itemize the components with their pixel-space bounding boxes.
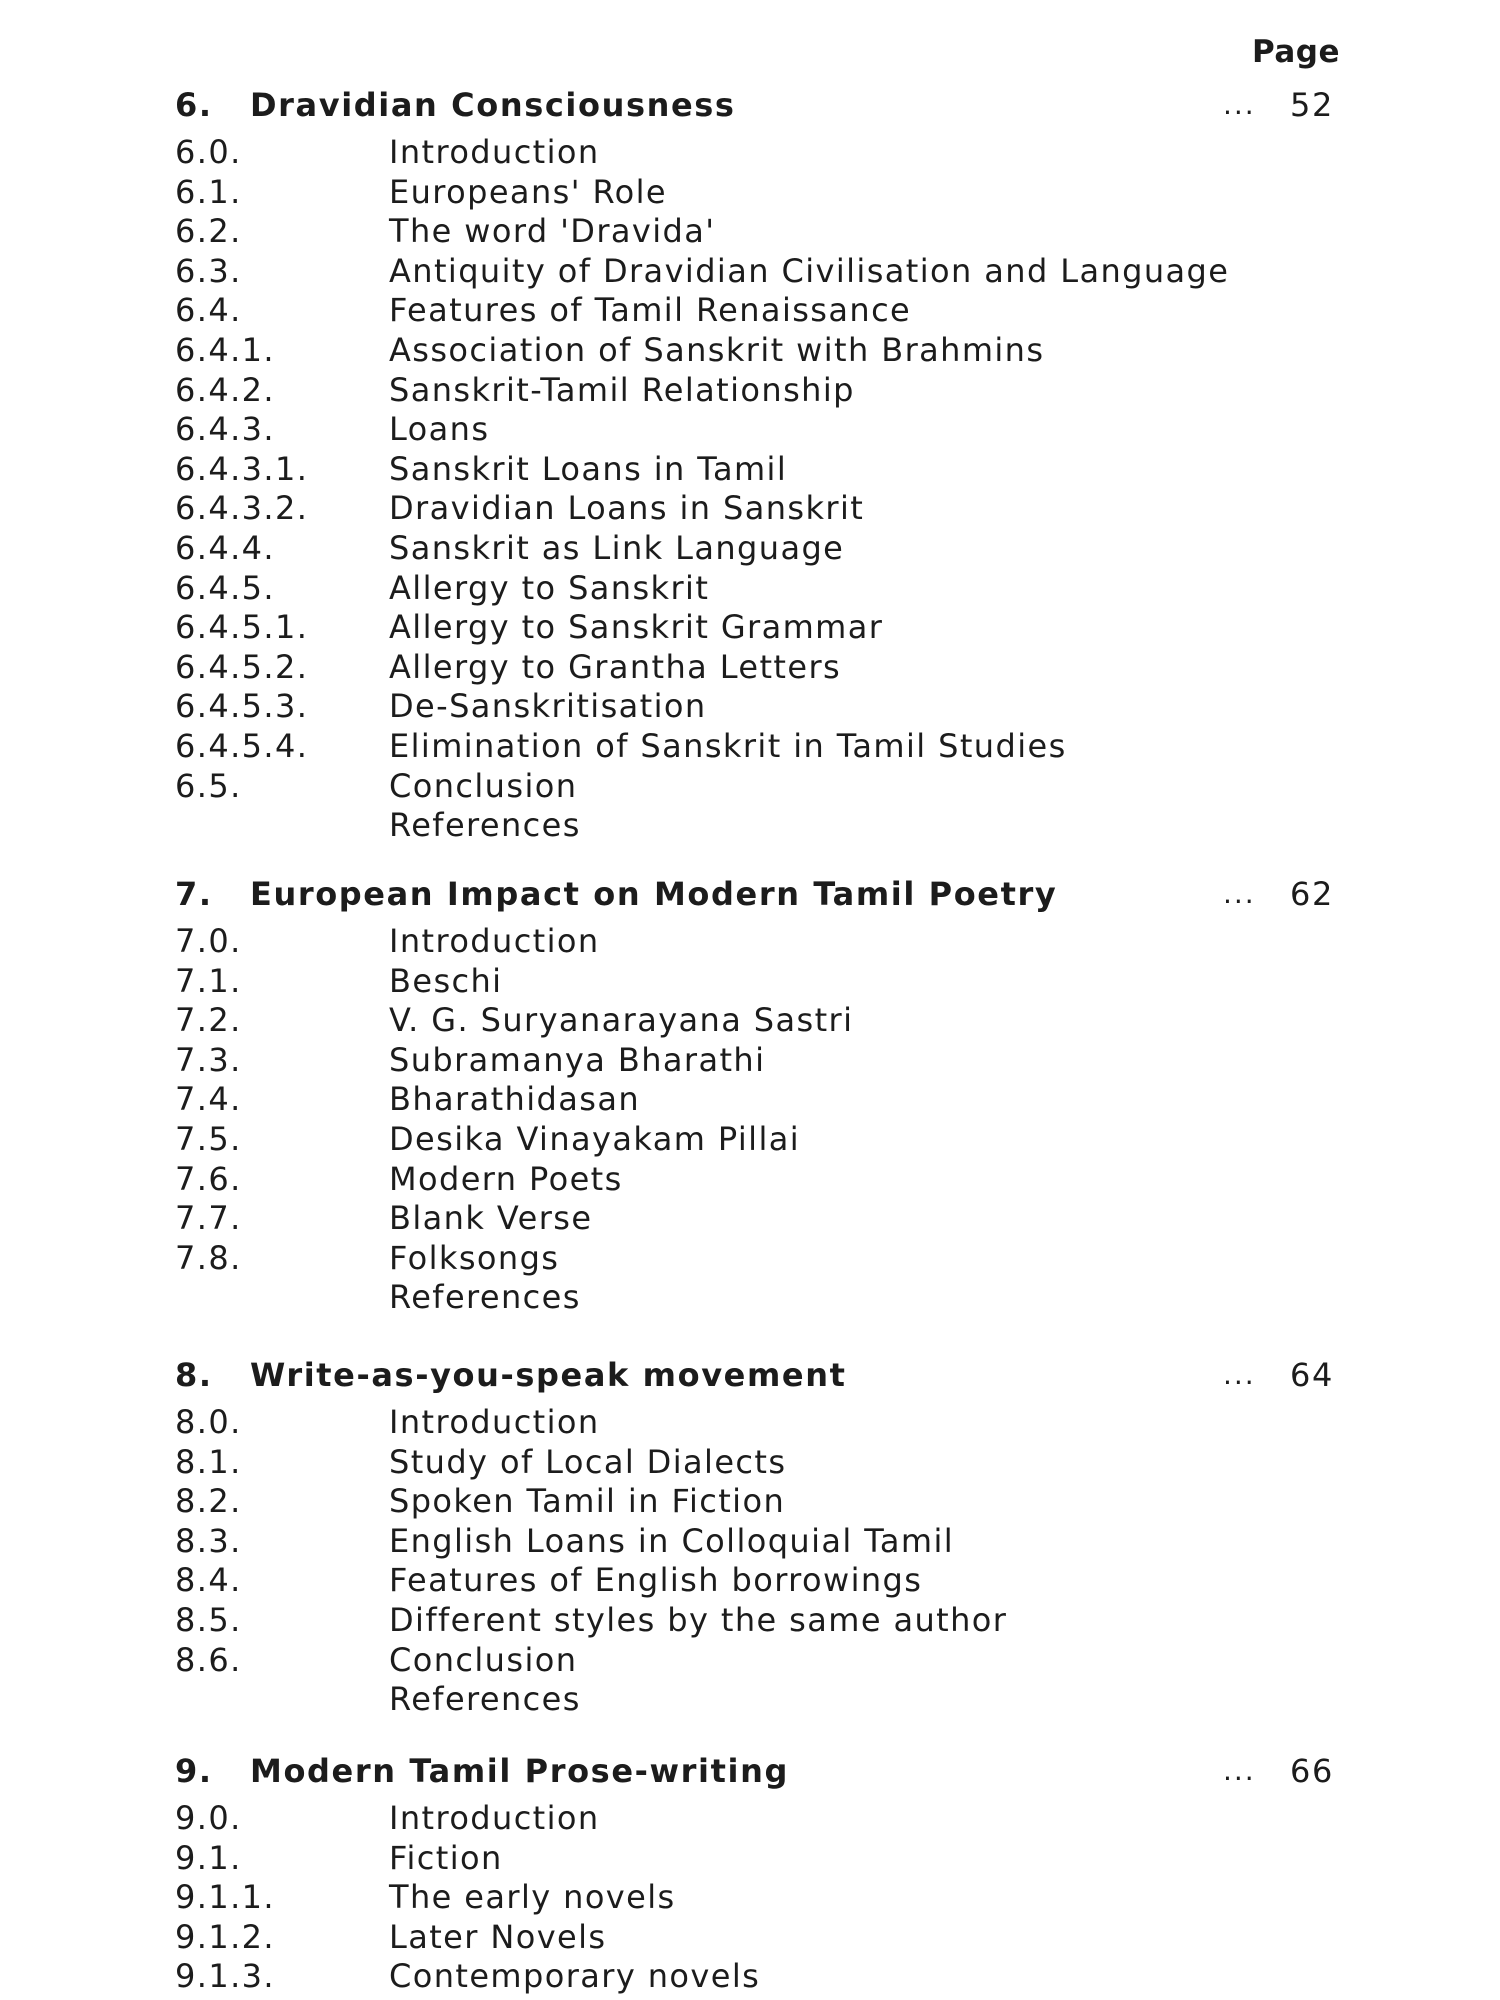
toc-entry [175, 1157, 1345, 1197]
toc-entry [175, 724, 1345, 764]
toc-entry [175, 1479, 1345, 1519]
toc-entry [175, 1796, 1345, 1836]
section-number: 8.5. [175, 1600, 242, 1639]
section-title: Conclusion [389, 1640, 578, 1679]
section-title: Allergy to Sanskrit [389, 568, 710, 607]
section-number: 8.2. [175, 1482, 242, 1521]
chapter-page-number: 64 [1290, 1356, 1334, 1394]
section-number: 7.0. [175, 922, 242, 960]
section-number: 6.5. [175, 766, 242, 805]
section-title: De-Sanskritisation [389, 687, 707, 726]
section-title: Introduction [389, 133, 600, 171]
toc-entry [175, 328, 1345, 368]
section-number: 7.1. [175, 961, 242, 1000]
section-title: Association of Sanskrit with Brahmins [389, 330, 1045, 369]
section-number: 6.4.4. [175, 528, 275, 567]
section-title: Fiction [389, 1838, 503, 1877]
section-number: 8.6. [175, 1640, 242, 1679]
section-number: 7.8. [175, 1238, 242, 1277]
section-title: Sanskrit Loans in Tamil [389, 449, 788, 488]
toc-entry [175, 1117, 1345, 1157]
toc-entry [175, 1638, 1345, 1678]
chapter-title: Modern Tamil Prose-writing [250, 1752, 789, 1790]
toc-entry [175, 486, 1345, 526]
toc-entry [175, 919, 1345, 959]
section-number: 6.4. [175, 291, 242, 330]
section-number: 7.6. [175, 1159, 242, 1198]
section-number: 6.4.5. [175, 568, 275, 607]
section-title: The early novels [389, 1878, 676, 1917]
section-number: 6.4.2. [175, 370, 275, 409]
section-title: The word 'Dravida' [389, 212, 716, 251]
section-title: Beschi [389, 961, 503, 1000]
section-title: Dravidian Loans in Sanskrit [389, 489, 865, 528]
toc-entry [175, 407, 1345, 447]
section-number: 9.1.1. [175, 1878, 275, 1917]
toc-entry [175, 209, 1345, 249]
toc-entry [175, 1836, 1345, 1876]
section-title: Sanskrit as Link Language [389, 528, 845, 567]
toc-entry [175, 288, 1345, 328]
section-number: 7.5. [175, 1119, 242, 1158]
toc-entry [175, 130, 1345, 170]
section-title: Blank Verse [389, 1199, 593, 1238]
section-title: Introduction [389, 922, 600, 960]
toc-entry [175, 764, 1345, 804]
section-title: Sanskrit-Tamil Relationship [389, 370, 855, 409]
chapter-7 [175, 869, 1345, 1315]
section-number: 9.0. [175, 1799, 242, 1837]
section-number: 7.4. [175, 1080, 242, 1119]
chapter-number: 6. [175, 86, 213, 124]
section-number: 8.3. [175, 1521, 242, 1560]
chapter-8 [175, 1350, 1345, 1717]
chapter-page-number: 66 [1290, 1752, 1334, 1790]
dot-leader: ... [1223, 877, 1256, 910]
section-title: Contemporary novels [389, 1957, 761, 1996]
section-title: Later Novels [389, 1917, 607, 1956]
section-number: 9.1. [175, 1838, 242, 1877]
section-list [175, 919, 1345, 1315]
chapter-title: Write-as-you-speak movement [250, 1356, 847, 1394]
toc-entry [175, 1400, 1345, 1440]
section-title: References [389, 806, 581, 845]
toc-entry [175, 998, 1345, 1038]
section-title: Bharathidasan [389, 1080, 641, 1119]
section-number: 6.4.3. [175, 410, 275, 449]
section-title: V. G. Suryanarayana Sastri [389, 1001, 854, 1040]
section-list [175, 1796, 1345, 1994]
section-number: 6.4.5.1. [175, 608, 309, 647]
section-number: 9.1.2. [175, 1917, 275, 1956]
toc-entry [175, 1677, 1345, 1717]
toc-entry [175, 1915, 1345, 1955]
toc-entry [175, 1519, 1345, 1559]
section-number: 6.2. [175, 212, 242, 251]
section-number: 6.4.1. [175, 330, 275, 369]
section-title: Study of Local Dialects [389, 1442, 787, 1481]
section-number: 8.4. [175, 1561, 242, 1600]
chapter-heading [175, 869, 1345, 919]
section-title: Conclusion [389, 766, 578, 805]
toc-entry [175, 566, 1345, 606]
section-number: 7.3. [175, 1040, 242, 1079]
chapter-9 [175, 1746, 1345, 1994]
section-number: 8.0. [175, 1403, 242, 1441]
section-number: 6.4.5.4. [175, 726, 309, 765]
section-number: 6.3. [175, 251, 242, 290]
section-number: 9.1.3. [175, 1957, 275, 1996]
section-list [175, 1400, 1345, 1717]
toc-entry [175, 1875, 1345, 1915]
section-title: Features of English borrowings [389, 1561, 923, 1600]
chapter-number: 9. [175, 1752, 213, 1790]
section-number: 7.7. [175, 1199, 242, 1238]
toc-entry [175, 684, 1345, 724]
toc-entry [175, 170, 1345, 210]
section-title: Loans [389, 410, 490, 449]
section-number: 7.2. [175, 1001, 242, 1040]
toc-entry [175, 526, 1345, 566]
section-title: References [389, 1278, 581, 1317]
toc-entry [175, 1598, 1345, 1638]
toc-entry [175, 1196, 1345, 1236]
chapter-number: 7. [175, 875, 213, 913]
section-title: Allergy to Sanskrit Grammar [389, 608, 884, 647]
chapter-page-number: 52 [1290, 86, 1334, 124]
section-number: 6.1. [175, 172, 242, 211]
section-title: Europeans' Role [389, 172, 668, 211]
section-title: Introduction [389, 1403, 600, 1441]
section-number: 6.4.3.2. [175, 489, 309, 528]
section-title: Introduction [389, 1799, 600, 1837]
section-title: Features of Tamil Renaissance [389, 291, 912, 330]
section-title: Spoken Tamil in Fiction [389, 1482, 786, 1521]
dot-leader: ... [1223, 1358, 1256, 1391]
section-number: 6.4.3.1. [175, 449, 309, 488]
toc-entry [175, 605, 1345, 645]
section-number: 6.4.5.2. [175, 647, 309, 686]
toc-entry [175, 1440, 1345, 1480]
page-column-label: Page [1251, 34, 1340, 70]
section-title: Antiquity of Dravidian Civilisation and Language [389, 251, 1230, 290]
toc-entry [175, 1236, 1345, 1276]
section-title: Allergy to Grantha Letters [389, 647, 842, 686]
chapter-heading [175, 80, 1345, 130]
toc-entry [175, 645, 1345, 685]
toc-entry [175, 368, 1345, 408]
toc-entry [175, 1077, 1345, 1117]
toc-entry [175, 1275, 1345, 1315]
section-title: References [389, 1680, 581, 1719]
dot-leader: ... [1223, 88, 1256, 121]
section-number: 8.1. [175, 1442, 242, 1481]
chapter-page-number: 62 [1290, 875, 1334, 913]
toc-entry [175, 803, 1345, 843]
section-number: 6.4.5.3. [175, 687, 309, 726]
toc-entry [175, 249, 1345, 289]
section-title: Elimination of Sanskrit in Tamil Studies [389, 726, 1067, 765]
chapter-6 [175, 80, 1345, 843]
toc-entry [175, 959, 1345, 999]
toc-entry [175, 447, 1345, 487]
section-title: Subramanya Bharathi [389, 1040, 766, 1079]
chapter-title: European Impact on Modern Tamil Poetry [250, 875, 1058, 913]
section-title: Different styles by the same author [389, 1600, 1008, 1639]
section-title: Desika Vinayakam Pillai [389, 1119, 801, 1158]
chapter-heading [175, 1746, 1345, 1796]
chapter-number: 8. [175, 1356, 213, 1394]
section-number: 6.0. [175, 133, 242, 171]
chapter-title: Dravidian Consciousness [250, 86, 736, 124]
chapter-heading [175, 1350, 1345, 1400]
toc-entry [175, 1038, 1345, 1078]
section-title: English Loans in Colloquial Tamil [389, 1521, 955, 1560]
section-title: Folksongs [389, 1238, 560, 1277]
toc-entry [175, 1954, 1345, 1994]
dot-leader: ... [1223, 1754, 1256, 1787]
section-list [175, 130, 1345, 843]
section-title: Modern Poets [389, 1159, 623, 1198]
toc-entry [175, 1558, 1345, 1598]
